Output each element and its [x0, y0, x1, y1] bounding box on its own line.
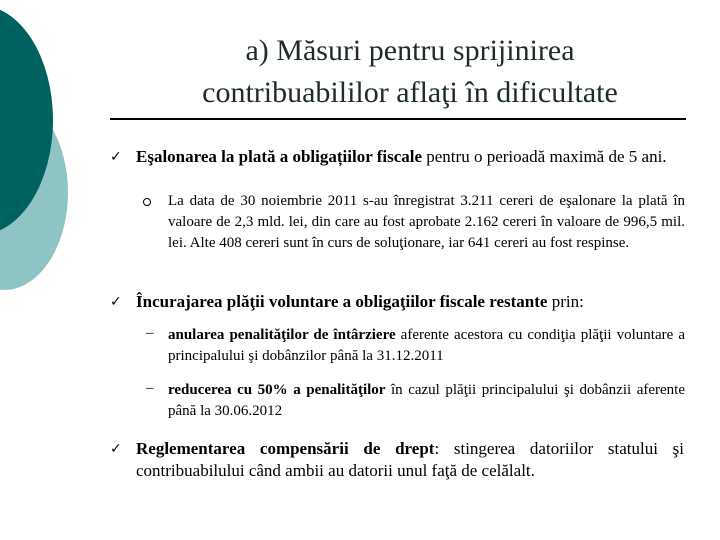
bullet-bold-text: Eşalonarea la plată a obligațiilor fiscale [136, 147, 423, 166]
checkmark-icon: ✓ [110, 149, 122, 165]
bullet-reglementare [136, 438, 684, 482]
bullet-text: pentru o perioadă maximă de 5 ani. [422, 147, 667, 166]
title-line-2: contribuabililor aflaţi în dificultate [202, 76, 618, 109]
checkmark-icon: ✓ [110, 294, 122, 310]
bullet-text: prin: [547, 292, 584, 311]
bullet-bold-text: Încurajarea plăţii voluntare a obligaţiilor fiscale restante [136, 292, 548, 311]
dash-bullet-icon: – [146, 380, 154, 396]
circle-bullet-icon [143, 198, 151, 206]
bullet-bold-text: Reglementarea compensării de drept [136, 439, 435, 458]
slide-title [110, 30, 710, 114]
sub-note-statistics: La data de 30 noiembrie 2011 s-au înregistrat 3.211 cereri de eşalonare la plată în valoare de 2,3 mld. lei, din care au fost aprobate 2.162 cereri în valoare de 996,5 mil. lei. Alte 408 cereri sunt în curs de soluţionare, iar 641 cereri au fost respinse. [168, 193, 685, 251]
bullet-incurajare [136, 291, 684, 313]
title-divider [110, 118, 686, 120]
dash-item-text: aferente acestora cu condiţia plăţii voluntare a principalului şi dobânzilor până la 31.12.2011 [168, 327, 685, 364]
dash-item-text: în cazul plăţii principalului şi dobânzii aferente până la 30.06.2012 [168, 382, 685, 419]
bullet-text: : stingerea datoriilor statului şi contribuabilului când ambii au datorii unul faţă de celălalt. [136, 439, 684, 480]
dash-bullet-icon: – [146, 325, 154, 341]
dash-item-bold-text: anularea penalităţilor de întârziere [168, 327, 396, 343]
dash-item-bold-text: reducerea cu 50% a penalităţilor [168, 382, 386, 398]
dash-item-anulare [168, 325, 685, 367]
checkmark-icon: ✓ [110, 441, 122, 457]
dash-item-reducere [168, 380, 685, 422]
bullet-eşalonare [136, 146, 684, 168]
title-line-1: a) Măsuri pentru sprijinirea [245, 34, 575, 67]
